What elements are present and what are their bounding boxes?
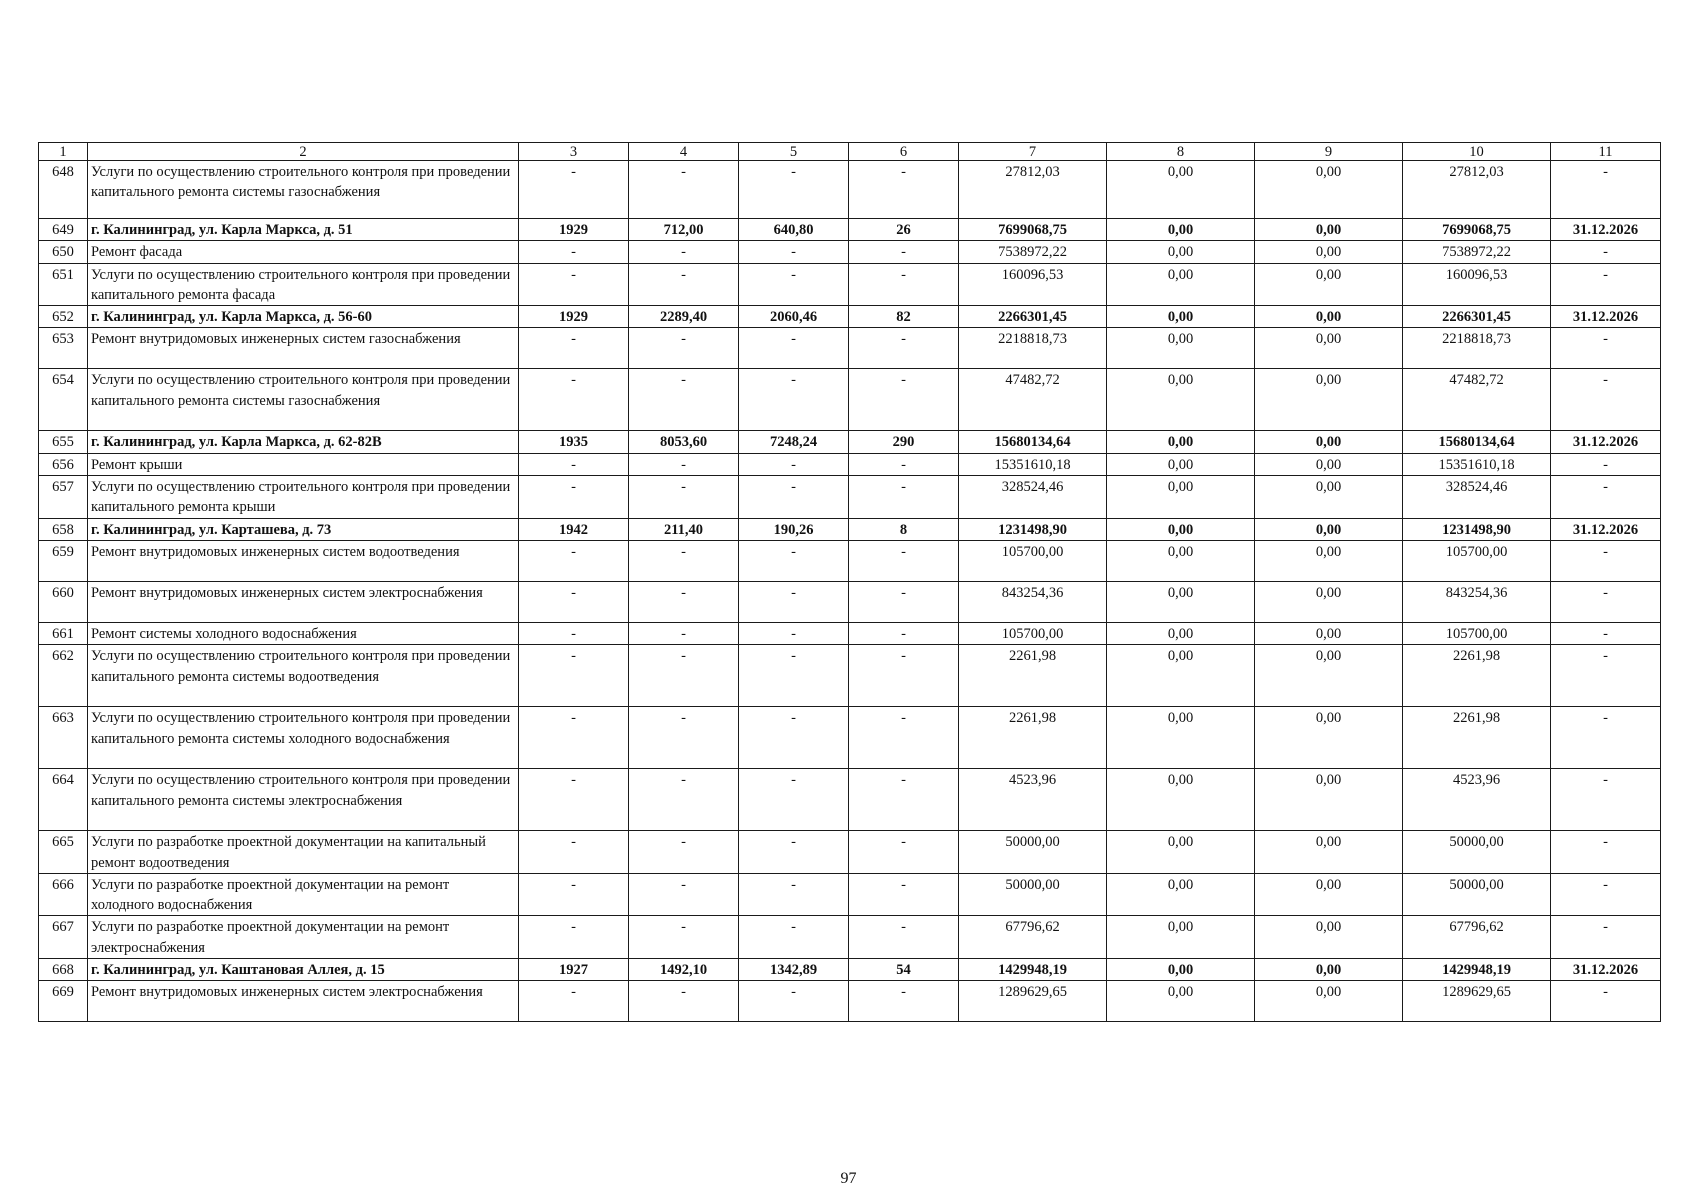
area-total-cell: - [629,831,739,874]
area-total-cell: - [629,645,739,707]
year-cell: 1927 [519,959,629,981]
row-number: 666 [39,873,88,916]
area-living-cell: 640,80 [739,219,849,241]
row-number: 661 [39,622,88,644]
area-living-cell: - [739,769,849,831]
cost-col8-cell: 0,00 [1107,328,1255,369]
cost-col10-cell: 2266301,45 [1403,306,1551,328]
area-total-cell: - [629,263,739,306]
residents-cell: - [849,540,959,581]
cost-col9-cell: 0,00 [1255,873,1403,916]
row-number: 660 [39,581,88,622]
row-number: 657 [39,476,88,519]
work-item-row [39,540,1661,581]
row-number: 654 [39,369,88,431]
year-cell: - [519,241,629,263]
address-row [39,431,1661,453]
cost-col9-cell: 0,00 [1255,645,1403,707]
item-name: г. Калининград, ул. Карла Маркса, д. 51 [88,219,519,241]
residents-cell: - [849,831,959,874]
area-total-cell: - [629,328,739,369]
area-living-cell: - [739,581,849,622]
deadline-cell: - [1551,369,1661,431]
year-cell: - [519,369,629,431]
cost-col9-cell: 0,00 [1255,518,1403,540]
row-number: 663 [39,707,88,769]
work-item-row [39,707,1661,769]
year-cell: - [519,916,629,959]
address-row [39,518,1661,540]
cost-col9-cell: 0,00 [1255,453,1403,475]
item-name: Ремонт внутридомовых инженерных систем электроснабжения [88,581,519,622]
total-cost-cell: 67796,62 [959,916,1107,959]
row-number: 659 [39,540,88,581]
residents-cell: - [849,263,959,306]
cost-col9-cell: 0,00 [1255,981,1403,1022]
total-cost-cell: 328524,46 [959,476,1107,519]
year-cell: - [519,540,629,581]
column-header-7: 7 [959,143,1107,161]
deadline-cell: 31.12.2026 [1551,959,1661,981]
work-item-row [39,916,1661,959]
residents-cell: - [849,328,959,369]
year-cell: - [519,581,629,622]
item-name: Ремонт фасада [88,241,519,263]
residents-cell: 8 [849,518,959,540]
row-number: 668 [39,959,88,981]
residents-cell: 54 [849,959,959,981]
work-item-row [39,161,1661,219]
cost-col9-cell: 0,00 [1255,369,1403,431]
cost-col8-cell: 0,00 [1107,219,1255,241]
cost-col10-cell: 7699068,75 [1403,219,1551,241]
deadline-cell: - [1551,540,1661,581]
column-header-4: 4 [629,143,739,161]
cost-col9-cell: 0,00 [1255,916,1403,959]
year-cell: - [519,161,629,219]
cost-col10-cell: 7538972,22 [1403,241,1551,263]
deadline-cell: - [1551,981,1661,1022]
cost-col10-cell: 67796,62 [1403,916,1551,959]
item-name: Ремонт системы холодного водоснабжения [88,622,519,644]
cost-col9-cell: 0,00 [1255,161,1403,219]
column-header-8: 8 [1107,143,1255,161]
work-item-row [39,645,1661,707]
area-total-cell: 8053,60 [629,431,739,453]
year-cell: 1929 [519,306,629,328]
area-total-cell: - [629,453,739,475]
year-cell: - [519,873,629,916]
area-total-cell: - [629,916,739,959]
row-number: 651 [39,263,88,306]
cost-col8-cell: 0,00 [1107,873,1255,916]
item-name: Ремонт внутридомовых инженерных систем водоотведения [88,540,519,581]
column-header-11: 11 [1551,143,1661,161]
area-total-cell: - [629,369,739,431]
row-number: 652 [39,306,88,328]
cost-col10-cell: 15680134,64 [1403,431,1551,453]
total-cost-cell: 160096,53 [959,263,1107,306]
area-living-cell: - [739,263,849,306]
total-cost-cell: 1289629,65 [959,981,1107,1022]
cost-col10-cell: 50000,00 [1403,873,1551,916]
residents-cell: - [849,622,959,644]
year-cell: - [519,645,629,707]
area-total-cell: - [629,769,739,831]
work-item-row [39,328,1661,369]
area-total-cell: - [629,161,739,219]
area-total-cell: 211,40 [629,518,739,540]
residents-cell: - [849,581,959,622]
total-cost-cell: 1231498,90 [959,518,1107,540]
total-cost-cell: 7699068,75 [959,219,1107,241]
work-item-row [39,241,1661,263]
column-header-1: 1 [39,143,88,161]
address-row [39,306,1661,328]
item-name: Ремонт внутридомовых инженерных систем газоснабжения [88,328,519,369]
cost-col10-cell: 4523,96 [1403,769,1551,831]
page-number: 97 [840,1170,857,1187]
row-number: 664 [39,769,88,831]
area-living-cell: - [739,981,849,1022]
deadline-cell: - [1551,328,1661,369]
row-number: 662 [39,645,88,707]
total-cost-cell: 2266301,45 [959,306,1107,328]
area-living-cell: 190,26 [739,518,849,540]
total-cost-cell: 7538972,22 [959,241,1107,263]
cost-col8-cell: 0,00 [1107,769,1255,831]
work-item-row [39,981,1661,1022]
cost-col10-cell: 105700,00 [1403,622,1551,644]
cost-col9-cell: 0,00 [1255,306,1403,328]
cost-col9-cell: 0,00 [1255,769,1403,831]
address-row [39,219,1661,241]
item-name: Услуги по разработке проектной документации на капитальный ремонт водоотведения [88,831,519,874]
total-cost-cell: 2261,98 [959,645,1107,707]
row-number: 648 [39,161,88,219]
deadline-cell: 31.12.2026 [1551,431,1661,453]
deadline-cell: - [1551,645,1661,707]
year-cell: 1929 [519,219,629,241]
item-name: Услуги по разработке проектной документации на ремонт электроснабжения [88,916,519,959]
cost-col9-cell: 0,00 [1255,540,1403,581]
area-total-cell: 1492,10 [629,959,739,981]
cost-col10-cell: 1289629,65 [1403,981,1551,1022]
area-total-cell: - [629,873,739,916]
item-name: Ремонт крыши [88,453,519,475]
area-living-cell: 1342,89 [739,959,849,981]
deadline-cell: 31.12.2026 [1551,219,1661,241]
residents-cell: - [849,916,959,959]
work-item-row [39,453,1661,475]
residents-cell: - [849,369,959,431]
year-cell: - [519,476,629,519]
cost-col10-cell: 1429948,19 [1403,959,1551,981]
cost-col8-cell: 0,00 [1107,981,1255,1022]
column-header-6: 6 [849,143,959,161]
cost-col8-cell: 0,00 [1107,241,1255,263]
cost-col9-cell: 0,00 [1255,263,1403,306]
residents-cell: - [849,981,959,1022]
row-number: 669 [39,981,88,1022]
cost-col10-cell: 1231498,90 [1403,518,1551,540]
row-number: 658 [39,518,88,540]
item-name: Услуги по осуществлению строительного контроля при проведении капитального ремонта фасада [88,263,519,306]
cost-col8-cell: 0,00 [1107,476,1255,519]
total-cost-cell: 50000,00 [959,873,1107,916]
area-living-cell: - [739,161,849,219]
cost-col8-cell: 0,00 [1107,707,1255,769]
cost-col8-cell: 0,00 [1107,581,1255,622]
item-name: Услуги по осуществлению строительного контроля при проведении капитального ремонта системы электроснабжения [88,769,519,831]
residents-cell: - [849,769,959,831]
total-cost-cell: 15351610,18 [959,453,1107,475]
area-living-cell: - [739,476,849,519]
row-number: 650 [39,241,88,263]
work-item-row [39,581,1661,622]
deadline-cell: - [1551,581,1661,622]
year-cell: - [519,707,629,769]
item-name: Услуги по осуществлению строительного контроля при проведении капитального ремонта системы холодного водоснабжения [88,707,519,769]
year-cell: - [519,328,629,369]
deadline-cell: - [1551,263,1661,306]
row-number: 656 [39,453,88,475]
cost-col8-cell: 0,00 [1107,369,1255,431]
cost-col8-cell: 0,00 [1107,263,1255,306]
area-total-cell: - [629,622,739,644]
deadline-cell: - [1551,622,1661,644]
residents-cell: - [849,707,959,769]
cost-col9-cell: 0,00 [1255,581,1403,622]
cost-col8-cell: 0,00 [1107,645,1255,707]
item-name: Услуги по осуществлению строительного контроля при проведении капитального ремонта системы газоснабжения [88,369,519,431]
area-living-cell: - [739,831,849,874]
year-cell: - [519,263,629,306]
cost-col9-cell: 0,00 [1255,959,1403,981]
cost-col9-cell: 0,00 [1255,219,1403,241]
work-item-row [39,263,1661,306]
deadline-cell: - [1551,916,1661,959]
document-table [38,142,1661,1022]
total-cost-cell: 2261,98 [959,707,1107,769]
area-living-cell: - [739,540,849,581]
residents-cell: - [849,161,959,219]
cost-col9-cell: 0,00 [1255,241,1403,263]
cost-col9-cell: 0,00 [1255,476,1403,519]
area-total-cell: - [629,540,739,581]
area-total-cell: 2289,40 [629,306,739,328]
column-header-5: 5 [739,143,849,161]
area-living-cell: - [739,622,849,644]
total-cost-cell: 50000,00 [959,831,1107,874]
area-living-cell: - [739,707,849,769]
cost-col9-cell: 0,00 [1255,622,1403,644]
cost-col10-cell: 15351610,18 [1403,453,1551,475]
address-row [39,959,1661,981]
column-header-2: 2 [88,143,519,161]
total-cost-cell: 15680134,64 [959,431,1107,453]
total-cost-cell: 27812,03 [959,161,1107,219]
area-living-cell: - [739,241,849,263]
residents-cell: - [849,241,959,263]
cost-col8-cell: 0,00 [1107,453,1255,475]
area-living-cell: - [739,369,849,431]
year-cell: - [519,769,629,831]
cost-col10-cell: 2261,98 [1403,707,1551,769]
row-number: 667 [39,916,88,959]
cost-col10-cell: 160096,53 [1403,263,1551,306]
deadline-cell: - [1551,707,1661,769]
cost-col10-cell: 2218818,73 [1403,328,1551,369]
total-cost-cell: 105700,00 [959,540,1107,581]
item-name: Услуги по разработке проектной документации на ремонт холодного водоснабжения [88,873,519,916]
work-item-row [39,831,1661,874]
cost-col8-cell: 0,00 [1107,306,1255,328]
work-item-row [39,769,1661,831]
table-body [39,143,1661,1022]
area-living-cell: - [739,645,849,707]
cost-col9-cell: 0,00 [1255,328,1403,369]
cost-col10-cell: 843254,36 [1403,581,1551,622]
row-number: 649 [39,219,88,241]
residents-cell: 290 [849,431,959,453]
year-cell: - [519,981,629,1022]
year-cell: - [519,453,629,475]
deadline-cell: - [1551,769,1661,831]
area-living-cell: 2060,46 [739,306,849,328]
cost-col10-cell: 328524,46 [1403,476,1551,519]
year-cell: - [519,831,629,874]
year-cell: - [519,622,629,644]
cost-col8-cell: 0,00 [1107,431,1255,453]
deadline-cell: - [1551,161,1661,219]
area-living-cell: - [739,916,849,959]
work-item-row [39,369,1661,431]
residents-cell: - [849,476,959,519]
cost-col8-cell: 0,00 [1107,622,1255,644]
area-total-cell: - [629,241,739,263]
column-header-10: 10 [1403,143,1551,161]
item-name: г. Калининград, ул. Каштановая Аллея, д. 15 [88,959,519,981]
cost-col9-cell: 0,00 [1255,431,1403,453]
column-header-9: 9 [1255,143,1403,161]
deadline-cell: - [1551,873,1661,916]
deadline-cell: 31.12.2026 [1551,518,1661,540]
cost-col8-cell: 0,00 [1107,540,1255,581]
item-name: Ремонт внутридомовых инженерных систем электроснабжения [88,981,519,1022]
cost-col9-cell: 0,00 [1255,831,1403,874]
area-living-cell: - [739,873,849,916]
residents-cell: - [849,453,959,475]
total-cost-cell: 4523,96 [959,769,1107,831]
deadline-cell: - [1551,241,1661,263]
work-item-row [39,873,1661,916]
total-cost-cell: 2218818,73 [959,328,1107,369]
cost-col8-cell: 0,00 [1107,959,1255,981]
item-name: Услуги по осуществлению строительного контроля при проведении капитального ремонта системы водоотведения [88,645,519,707]
item-name: Услуги по осуществлению строительного контроля при проведении капитального ремонта системы газоснабжения [88,161,519,219]
total-cost-cell: 47482,72 [959,369,1107,431]
item-name: г. Калининград, ул. Карташева, д. 73 [88,518,519,540]
total-cost-cell: 105700,00 [959,622,1107,644]
cost-col10-cell: 105700,00 [1403,540,1551,581]
deadline-cell: - [1551,831,1661,874]
row-number: 653 [39,328,88,369]
cost-col10-cell: 47482,72 [1403,369,1551,431]
total-cost-cell: 843254,36 [959,581,1107,622]
cost-col9-cell: 0,00 [1255,707,1403,769]
area-total-cell: - [629,476,739,519]
year-cell: 1935 [519,431,629,453]
cost-col10-cell: 50000,00 [1403,831,1551,874]
area-living-cell: - [739,453,849,475]
deadline-cell: - [1551,453,1661,475]
residents-cell: 26 [849,219,959,241]
cost-col8-cell: 0,00 [1107,831,1255,874]
row-number: 655 [39,431,88,453]
item-name: г. Калининград, ул. Карла Маркса, д. 56-60 [88,306,519,328]
residents-cell: - [849,873,959,916]
cost-col8-cell: 0,00 [1107,518,1255,540]
cost-col10-cell: 2261,98 [1403,645,1551,707]
area-total-cell: - [629,707,739,769]
row-number: 665 [39,831,88,874]
cost-col10-cell: 27812,03 [1403,161,1551,219]
area-living-cell: 7248,24 [739,431,849,453]
work-item-row [39,622,1661,644]
area-total-cell: 712,00 [629,219,739,241]
column-header-3: 3 [519,143,629,161]
area-total-cell: - [629,981,739,1022]
area-total-cell: - [629,581,739,622]
item-name: Услуги по осуществлению строительного контроля при проведении капитального ремонта крыши [88,476,519,519]
cost-col8-cell: 0,00 [1107,916,1255,959]
work-item-row [39,476,1661,519]
column-number-header-row [39,143,1661,161]
item-name: г. Калининград, ул. Карла Маркса, д. 62-82В [88,431,519,453]
residents-cell: 82 [849,306,959,328]
deadline-cell: - [1551,476,1661,519]
total-cost-cell: 1429948,19 [959,959,1107,981]
deadline-cell: 31.12.2026 [1551,306,1661,328]
year-cell: 1942 [519,518,629,540]
area-living-cell: - [739,328,849,369]
residents-cell: - [849,645,959,707]
cost-col8-cell: 0,00 [1107,161,1255,219]
